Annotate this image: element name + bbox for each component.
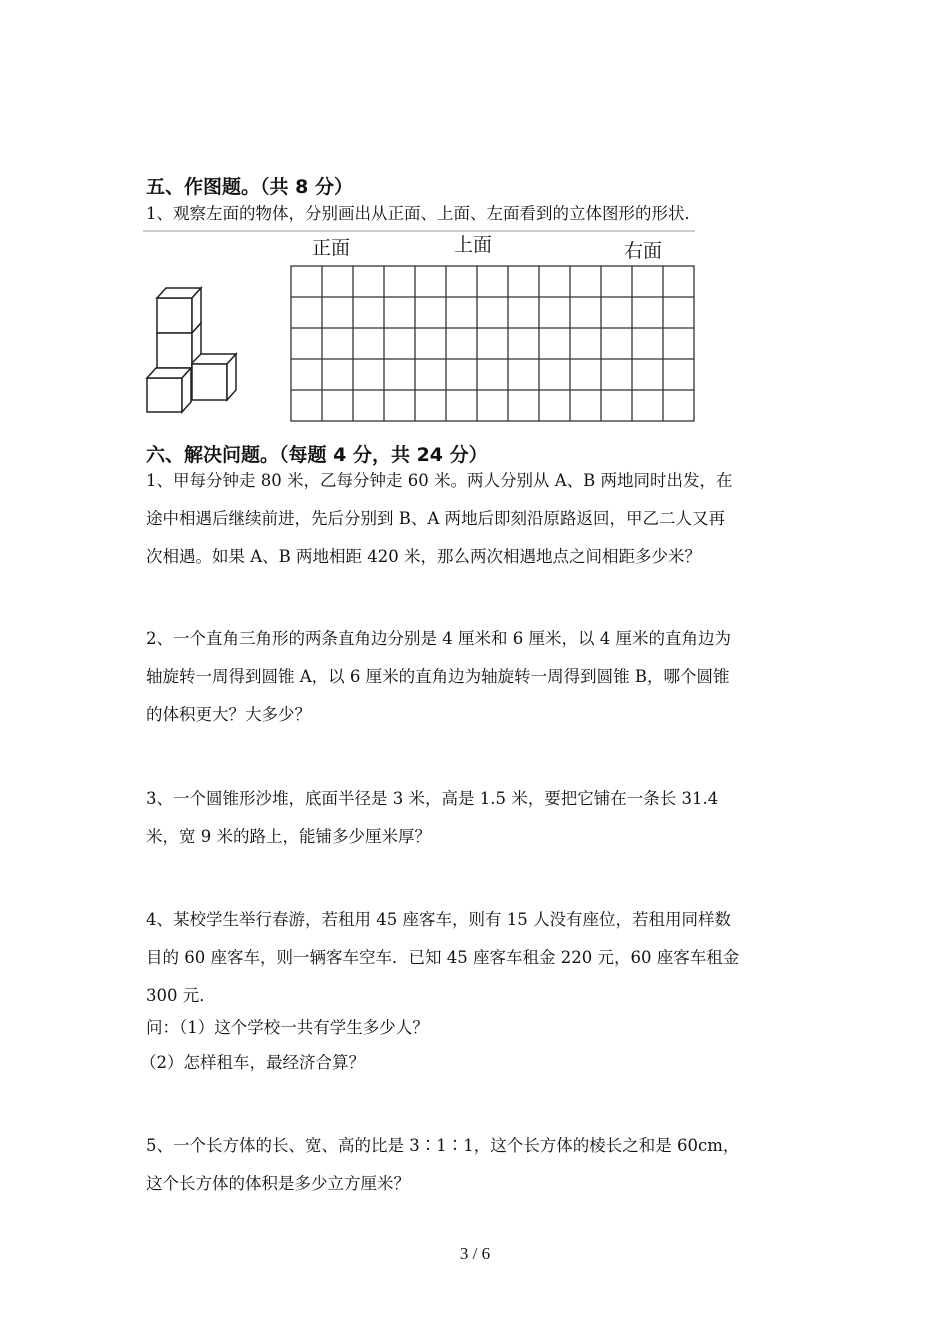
question-5-line-1: 5、一个长方体的长、宽、高的比是 3∶1∶1，这个长方体的棱长之和是 60cm， xyxy=(146,1136,740,1155)
question-4-subquestion-2: （2）怎样租车，最经济合算？ xyxy=(140,1053,365,1072)
question-2-line-1: 2、一个直角三角形的两条直角边分别是 4 厘米和 6 厘米，以 4 厘米的直角边为 xyxy=(146,629,731,648)
label-right-view: 右面 xyxy=(624,240,663,262)
question-4-line-3: 300 元． xyxy=(146,986,216,1005)
cube-solid-figure xyxy=(147,288,236,412)
question-4-subquestion-1: 问：（1）这个学校一共有学生多少人？ xyxy=(146,1018,429,1037)
section5-heading: 五、作图题。（共 8 分） xyxy=(146,176,353,198)
page-number: 3 / 6 xyxy=(459,1244,491,1263)
question-2-line-2: 轴旋转一周得到圆锥 A，以 6 厘米的直角边为轴旋转一周得到圆锥 B，哪个圆锥 xyxy=(146,667,730,686)
label-top-view: 上面 xyxy=(454,234,493,256)
drawing-area xyxy=(140,226,700,426)
question-4-line-1: 4、某校学生举行春游，若租用 45 座客车，则有 15 人没有座位，若租用同样数 xyxy=(146,910,731,929)
question-5-line-2: 这个长方体的体积是多少立方厘米？ xyxy=(146,1174,410,1193)
question-1-line-3: 次相遇。如果 A、B 两地相距 420 米，那么两次相遇地点之间相距多少米？ xyxy=(146,547,702,566)
question-3-line-2: 米，宽 9 米的路上，能铺多少厘米厚？ xyxy=(146,827,431,846)
label-front-view: 正面 xyxy=(312,237,351,259)
question-3-line-1: 3、一个圆锥形沙堆，底面半径是 3 米，高是 1.5 米，要把它铺在一条长 31.4 xyxy=(146,789,719,808)
question-1-line-1: 1、甲每分钟走 80 米，乙每分钟走 60 米。两人分别从 A、B 两地同时出发，在 xyxy=(146,471,733,490)
drawing-grid xyxy=(291,266,694,421)
section5-question-1: 1、观察左面的物体，分别画出从正面、上面、左面看到的立体图形的形状． xyxy=(146,204,701,223)
question-2-line-3: 的体积更大？大多少？ xyxy=(146,705,311,724)
question-4-line-2: 目的 60 座客车，则一辆客车空车．已知 45 座客车租金 220 元，60 座客车租金 xyxy=(146,948,740,967)
section6-heading: 六、解决问题。（每题 4 分，共 24 分） xyxy=(146,444,488,466)
question-1-line-2: 途中相遇后继续前进，先后分别到 B、A 两地后即刻沿原路返回，甲乙二人又再 xyxy=(146,509,726,528)
